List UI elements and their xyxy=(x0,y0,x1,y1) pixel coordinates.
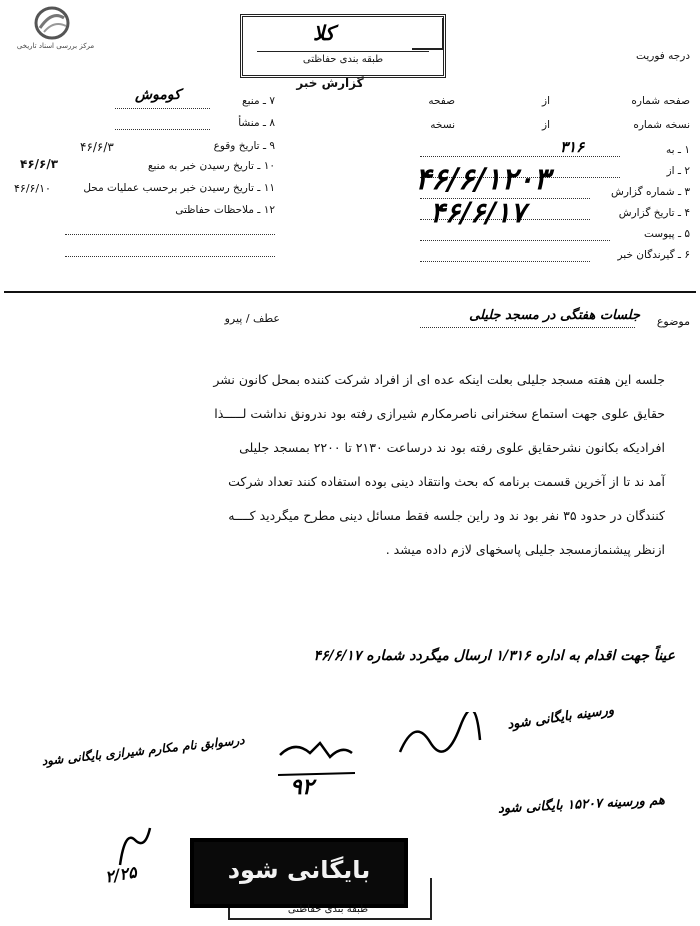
field-page-label: صفحه xyxy=(428,95,455,107)
field-4-value: ۴۶/۶/۱۷ xyxy=(430,196,526,229)
field-12-security-notes-label: ۱۲ ـ ملاحظات حفاظتی xyxy=(175,204,275,216)
field-page-from-label: از xyxy=(542,95,550,107)
archive-logo xyxy=(8,6,103,54)
field-9-event-date-label: ۹ ـ تاریخ وقوع xyxy=(213,140,275,152)
body-line-4: آمد ند تا از آخرین قسمت برنامه که بحث وانتقاد دینی بوده استفاده کنند تعداد شرکت xyxy=(228,474,665,489)
field-1-recipient-label: ۱ ـ به xyxy=(666,144,690,156)
field-5-attachment-label: ۵ ـ پیوست xyxy=(643,228,690,240)
body-line-3: افرادیکه بکانون نشرحقایق علوی رفته بود ند درساعت ۲۱۳۰ تا ۲۲۰۰ بمسجد جلیلی xyxy=(239,440,665,455)
field-2-sender-label: ۲ ـ از xyxy=(666,165,690,177)
field-7-line xyxy=(115,108,210,109)
file-note: هم ورسینه ۱۵۲۰۷ بایگانی شود xyxy=(497,792,666,817)
signature-scribble-icon xyxy=(395,712,485,762)
field-6-recipients-label: ۶ ـ گیرندگان خبر xyxy=(617,249,690,261)
body-line-1: جلسه این هفته مسجد جلیلی بعلت اینکه عده ای از افراد شرکت کننده بمحل کانون نشر xyxy=(213,372,665,387)
field-6-line xyxy=(420,261,590,262)
field-page-number-label: صفحه شماره xyxy=(631,95,690,107)
field-copy-label: نسخه xyxy=(430,119,455,131)
field-5-line xyxy=(420,240,610,241)
field-11-operation-date-label: ۱۱ ـ تاریخ رسیدن خبر برحسب عملیات محل xyxy=(83,182,275,194)
subject-value: جلسات هفتگی در مسجد جلیلی xyxy=(469,308,640,323)
initials-scribble-icon xyxy=(270,735,360,785)
subject-label: موضوع xyxy=(656,315,690,328)
priority-label: درجه فوریت xyxy=(636,50,690,62)
field-copy-from-label: از xyxy=(542,119,550,131)
field-1-line xyxy=(420,156,620,157)
report-title: گزارش خبر xyxy=(296,76,364,90)
body-line-5: کنندگان در حدود ۳۵ نفر بود ند ود راین جلسه فقط مسائل دینی مطرح میگردید کــــه xyxy=(228,508,665,523)
archive-logo-caption: مرکز بررسی اسناد تاریخی xyxy=(16,42,95,50)
header-divider xyxy=(4,291,696,293)
field-8-line xyxy=(115,129,210,130)
margin-note: درسوابق نام مکارم شیرازی بایگانی شود xyxy=(41,733,246,769)
number-note: ۹۲ xyxy=(290,774,314,800)
forward-note: عیناً جهت اقدام به اداره ۱/۳۱۶ ارسال میگردد شماره ۴۶/۶/۱۷ xyxy=(313,648,675,664)
field-12-line-1 xyxy=(65,234,275,235)
date-note: ۲/۲۵ xyxy=(103,862,139,887)
top-stamp-script: ﮐﻼ xyxy=(313,21,335,45)
field-7-value: کوموش xyxy=(135,87,181,103)
field-9-value: ۴۶/۶/۳ xyxy=(80,140,114,154)
field-4-report-date-label: ۴ ـ تاریخ گزارش xyxy=(618,207,690,219)
field-3-value: ۴۶/۶/۱۲۰۳ xyxy=(415,162,550,197)
field-10-received-date-label: ۱۰ ـ تاریخ رسیدن خبر به منبع xyxy=(147,160,275,172)
field-1-value: ۳۱۶ xyxy=(560,138,585,156)
archive-emblem-icon xyxy=(30,6,74,40)
field-7-source-label: ۷ ـ منبع xyxy=(242,95,275,107)
field-12-line-2 xyxy=(65,256,275,257)
subject-underline xyxy=(420,327,635,328)
field-copy-number-label: نسخه شماره xyxy=(633,119,690,131)
bottom-stamp-caption: طبقه بندی حفاظتی xyxy=(287,904,369,915)
field-8-origin-label: ۸ ـ منشأ xyxy=(238,117,275,129)
top-stamp-caption: طبقه بندی حفاظتی xyxy=(302,54,384,65)
archive-stamp-text: بایگانی شود xyxy=(227,856,371,884)
field-3-report-number-label: ۳ ـ شماره گزارش xyxy=(611,186,690,198)
field-11-value: ۴۶/۶/۱۰ xyxy=(14,182,51,195)
reference-label: عطف / پیرو xyxy=(224,312,280,325)
signature-note: ورسینه بایگانی شود xyxy=(506,702,615,733)
field-10-value: ۴۶/۶/۳ xyxy=(20,157,59,171)
report-body xyxy=(55,372,665,576)
body-line-6: ازنظر پیشنمازمسجد جلیلی پاسخهای لازم داده میشد . xyxy=(385,542,665,557)
corner-box-mark xyxy=(412,18,444,50)
archive-stamp xyxy=(190,838,408,908)
body-line-2: حقایق علوی جهت استماع سخنرانی ناصرمکارم شیرازی رفته بود ندرونق نداشت لـــــذا xyxy=(214,406,665,421)
